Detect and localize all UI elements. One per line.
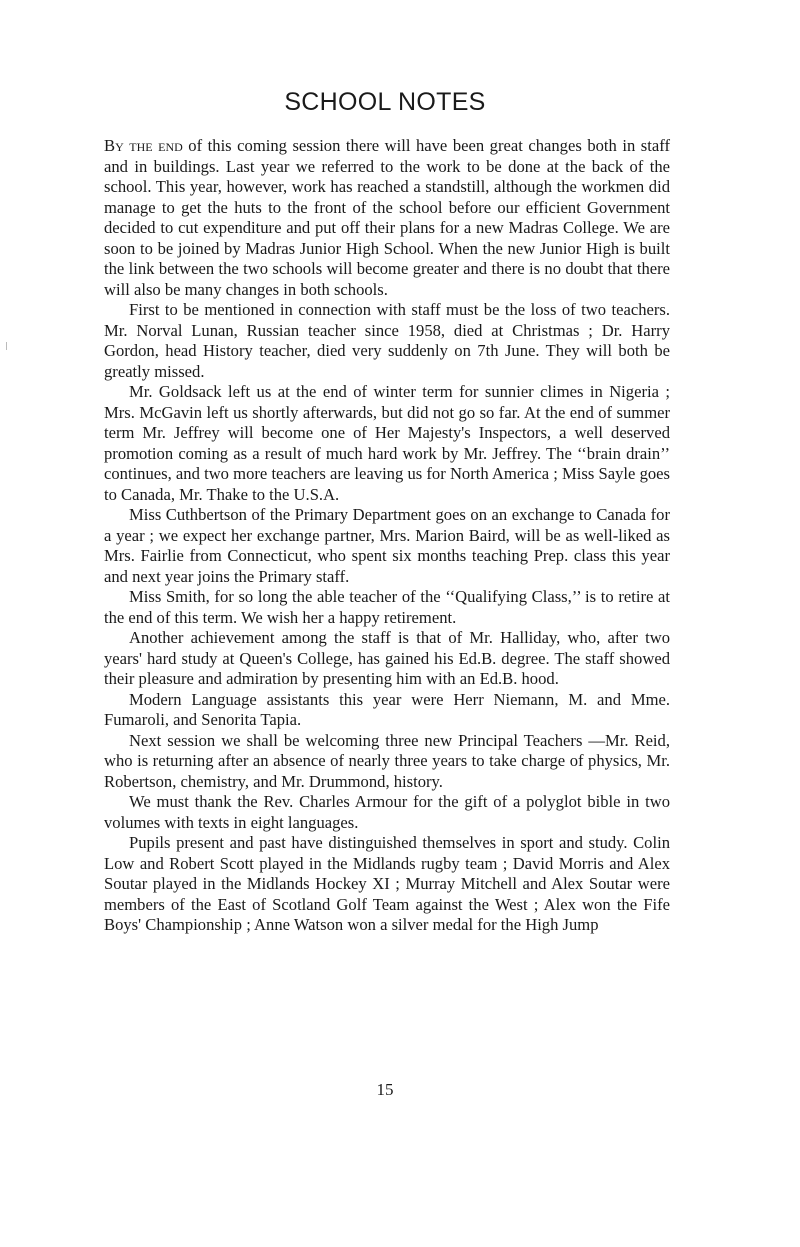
- margin-mark: [6, 342, 7, 350]
- paragraph: Pupils present and past have distinguished themselves in sport and study. Colin Low and Robert Scott played in the Midlands rugby team ; David Morris and Alex Soutar played in the Midlands Hockey XI ; Murray Mitchell and Alex Soutar were members of the East of Scotland Golf Team against the West ; Alex won the Fife Boys' Championship ; Anne Watson won a silver medal for the High Jump: [104, 833, 670, 934]
- paragraph: Modern Language assistants this year were Herr Niemann, M. and Mme. Fumaroli, and Senorita Tapia.: [104, 689, 670, 729]
- paragraph: [104, 136, 670, 300]
- article-body: [104, 136, 670, 936]
- paragraph: First to be mentioned in connection with staff must be the loss of two teachers. Mr. Norval Lunan, Russian teacher since 1958, died at Christmas ; Dr. Harry Gordon, head History teacher, died very suddenly on 7th June. They will both be greatly missed.: [104, 300, 670, 381]
- paragraph: Another achievement among the staff is that of Mr. Halliday, who, after two years' hard study at Queen's College, has gained his Ed.B. degree. The staff showed their pleasure and admiration by presenting him with an Ed.B. hood.: [104, 628, 670, 688]
- paragraph: Miss Smith, for so long the able teacher of the ‘‘Qualifying Class,’’ is to retire at the end of this term. We wish her a happy retirement.: [104, 587, 670, 627]
- page-number: 15: [376, 1080, 394, 1099]
- page-title: SCHOOL NOTES: [284, 88, 486, 116]
- paragraph-text: of this coming session there will have been great changes both in staff and in buildings. Last year we referred to the work to be done at the back of the school. This year, however, work has reached a standstill, although the workmen did manage to get the huts to the front of the school before our efficient Government decided to cut expenditure and put off their plans for a new Madras College. We are soon to be joined by Madras Junior High School. When the new Junior High is built the link between the two schools will become greater and there is no doubt that there will also be many changes in both schools.: [104, 136, 670, 299]
- paragraph-lead-in: By the end: [104, 136, 183, 155]
- paragraph: Mr. Goldsack left us at the end of winter term for sunnier climes in Nigeria ; Mrs. McGavin left us shortly afterwards, but did not go so far. At the end of summer term Mr. Jeffrey will become one of Her Majesty's Inspectors, a well deserved promotion coming as a result of much hard work by Mr. Jeffrey. The ‘‘brain drain’’ continues, and two more teachers are leaving us for North America ; Miss Sayle goes to Canada, Mr. Thake to the U.S.A.: [104, 382, 670, 504]
- paragraph: We must thank the Rev. Charles Armour for the gift of a polyglot bible in two volumes with texts in eight languages.: [104, 792, 670, 832]
- paragraph: Next session we shall be welcoming three new Principal Teachers —Mr. Reid, who is returning after an absence of nearly three years to take charge of physics, Mr. Robertson, chemistry, and Mr. Drummond, history.: [104, 730, 670, 791]
- paragraph: Miss Cuthbertson of the Primary Department goes on an exchange to Canada for a year ; we expect her exchange partner, Mrs. Marion Baird, will be as well-liked as Mrs. Fairlie from Connecticut, who spent six months teaching Prep. class this year and next year joins the Primary staff.: [104, 505, 670, 586]
